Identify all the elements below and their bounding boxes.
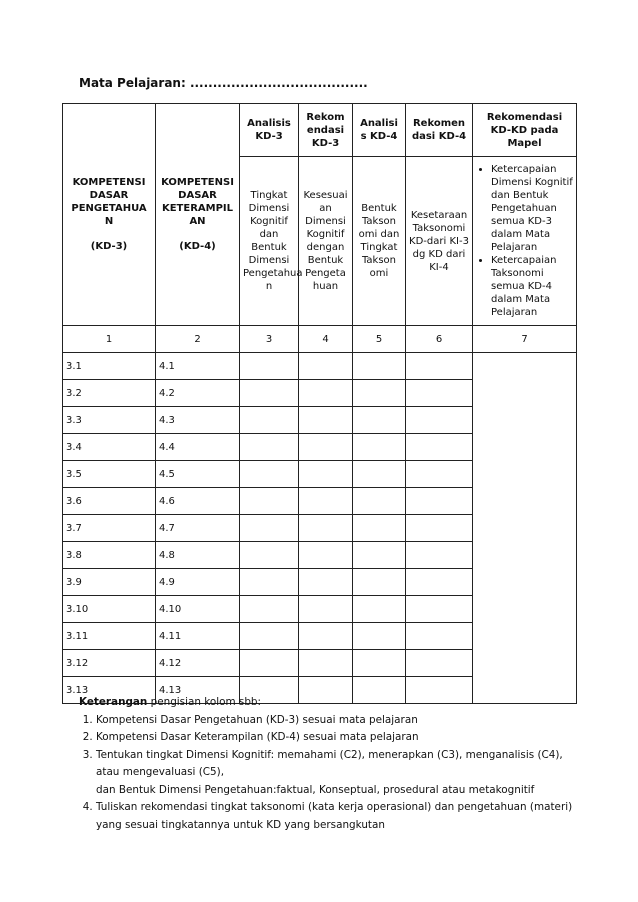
desc-kesesuaian: Kesesuai an Dimensi Kognitif dengan Bentuk Pengeta huan xyxy=(299,157,353,326)
column-number: 2 xyxy=(156,326,240,353)
empty-cell xyxy=(299,569,353,596)
desc-bentuk-taksonomi: Bentuk Takson omi dan Tingkat Takson omi xyxy=(353,157,406,326)
empty-cell xyxy=(406,542,473,569)
kd4-cell: 4.9 xyxy=(156,569,240,596)
desc-kesetaraan: Kesetaraan Taksonomi KD-dari KI-3 dg KD dari KI-4 xyxy=(406,157,473,326)
kd4-cell: 4.2 xyxy=(156,380,240,407)
empty-cell xyxy=(406,461,473,488)
empty-cell xyxy=(240,650,299,677)
note-item-1: 1. Kompetensi Dasar Pengetahuan (KD-3) sesuai mata pelajaran xyxy=(96,712,579,730)
note-item-4: 4. Tuliskan rekomendasi tingkat taksonomi (kata kerja operasional) dan pengetahuan (materi) yang sesuai tingkatannya untuk KD yang bersangkutan xyxy=(96,799,579,834)
kd4-cell: 4.12 xyxy=(156,650,240,677)
column-number: 4 xyxy=(299,326,353,353)
kd3-cell: 3.7 xyxy=(63,515,156,542)
kd4-cell: 4.10 xyxy=(156,596,240,623)
empty-cell xyxy=(353,353,406,380)
empty-cell xyxy=(240,488,299,515)
empty-cell xyxy=(353,461,406,488)
empty-cell xyxy=(353,650,406,677)
kd3-cell: 3.5 xyxy=(63,461,156,488)
note-item-2: 2. Kompetensi Dasar Keterampilan (KD-4) sesuai mata pelajaran xyxy=(96,729,579,747)
header-analisis-kd4: Analisi s KD-4 xyxy=(353,104,406,157)
subject-label: Mata Pelajaran: ....................................... xyxy=(79,76,368,90)
empty-cell xyxy=(406,596,473,623)
notes-title-rest: pengisian kolom sbb: xyxy=(147,696,262,708)
column-number: 6 xyxy=(406,326,473,353)
kd4-cell: 4.7 xyxy=(156,515,240,542)
desc-tingkat-dimensi: Tingkat Dimensi Kognitif dan Bentuk Dimensi Pengetahua n xyxy=(240,157,299,326)
notes-title xyxy=(79,694,579,712)
column-number-row xyxy=(63,326,577,353)
empty-cell xyxy=(240,569,299,596)
rekomendasi-merged-cell xyxy=(473,353,577,704)
kd4-cell: 4.1 xyxy=(156,353,240,380)
header-kd4-cell xyxy=(156,104,240,326)
empty-cell xyxy=(406,488,473,515)
empty-cell xyxy=(299,596,353,623)
empty-cell xyxy=(406,380,473,407)
kd3-cell: 3.11 xyxy=(63,623,156,650)
empty-cell xyxy=(240,596,299,623)
empty-cell xyxy=(299,623,353,650)
header-row-top xyxy=(63,104,577,157)
empty-cell xyxy=(353,569,406,596)
header-analisis-kd3: Analisis KD-3 xyxy=(240,104,299,157)
empty-cell xyxy=(353,380,406,407)
column-number: 1 xyxy=(63,326,156,353)
header-kd3-title: KOMPETENSI DASAR PENGETAHUA N xyxy=(71,177,147,227)
empty-cell xyxy=(299,650,353,677)
kd4-cell: 4.11 xyxy=(156,623,240,650)
empty-cell xyxy=(353,623,406,650)
kd4-cell: 4.13 xyxy=(156,677,240,704)
rekomendasi-bullet-2: • Ketercapaian Taksonomi semua KD-4 dalam Mata Pelajaran xyxy=(491,254,573,319)
empty-cell xyxy=(406,434,473,461)
kd3-cell: 3.8 xyxy=(63,542,156,569)
empty-cell xyxy=(406,515,473,542)
empty-cell xyxy=(406,407,473,434)
kd3-cell: 3.2 xyxy=(63,380,156,407)
kd3-cell: 3.4 xyxy=(63,434,156,461)
empty-cell xyxy=(353,596,406,623)
empty-cell xyxy=(299,434,353,461)
kd4-cell: 4.3 xyxy=(156,407,240,434)
empty-cell xyxy=(406,569,473,596)
header-rekomendasi-mapel: Rekomendasi KD-KD pada Mapel xyxy=(473,104,577,157)
notes-section xyxy=(79,694,579,834)
empty-cell xyxy=(353,407,406,434)
empty-cell xyxy=(299,407,353,434)
empty-cell xyxy=(240,434,299,461)
empty-cell xyxy=(240,353,299,380)
rekomendasi-bullet-1: • Ketercapaian Dimensi Kognitif dan Bentuk Pengetahuan semua KD-3 dalam Mata Pelajaran xyxy=(491,163,573,254)
kd3-cell: 3.3 xyxy=(63,407,156,434)
desc-rekomendasi-list-cell xyxy=(473,157,577,326)
empty-cell xyxy=(406,623,473,650)
note-item-3-cont: dan Bentuk Dimensi Pengetahuan:faktual, Konseptual, prosedural atau metakognitif xyxy=(96,783,535,796)
column-number: 5 xyxy=(353,326,406,353)
kd4-cell: 4.5 xyxy=(156,461,240,488)
column-number: 7 xyxy=(473,326,577,353)
empty-cell xyxy=(353,434,406,461)
empty-cell xyxy=(240,542,299,569)
empty-cell xyxy=(299,380,353,407)
empty-cell xyxy=(299,515,353,542)
empty-cell xyxy=(299,353,353,380)
notes-list xyxy=(79,712,579,835)
note-item-3 xyxy=(96,747,579,800)
header-kd3-sub: (KD-3) xyxy=(90,241,128,252)
header-kd4-sub: (KD-4) xyxy=(179,241,216,252)
empty-cell xyxy=(353,515,406,542)
header-rekomendasi-kd3: Rekom endasi KD-3 xyxy=(299,104,353,157)
header-rekomendasi-kd4: Rekomen dasi KD-4 xyxy=(406,104,473,157)
rekomendasi-bullet-list xyxy=(476,163,573,319)
kd4-cell: 4.6 xyxy=(156,488,240,515)
kd4-cell: 4.8 xyxy=(156,542,240,569)
empty-cell xyxy=(299,542,353,569)
empty-cell xyxy=(240,380,299,407)
empty-cell xyxy=(406,353,473,380)
empty-cell xyxy=(240,461,299,488)
empty-cell xyxy=(406,650,473,677)
empty-cell xyxy=(240,515,299,542)
empty-cell xyxy=(353,488,406,515)
empty-cell xyxy=(240,407,299,434)
kd3-cell: 3.1 xyxy=(63,353,156,380)
header-kd3-cell xyxy=(63,104,156,326)
kd3-cell: 3.9 xyxy=(63,569,156,596)
header-kd4-title: KOMPETENSI DASAR KETERAMPIL AN xyxy=(161,177,234,227)
empty-cell xyxy=(240,623,299,650)
empty-cell xyxy=(299,488,353,515)
kd3-cell: 3.12 xyxy=(63,650,156,677)
table-row xyxy=(63,353,577,380)
empty-cell xyxy=(353,542,406,569)
notes-title-bold: Keterangan xyxy=(79,696,148,708)
kd3-cell: 3.6 xyxy=(63,488,156,515)
kd3-cell: 3.10 xyxy=(63,596,156,623)
note-item-3-text: Tentukan tingkat Dimensi Kognitif: memahami (C2), menerapkan (C3), menganalisis (C4), atau mengevaluasi (C5), xyxy=(96,748,563,778)
empty-cell xyxy=(299,461,353,488)
column-number: 3 xyxy=(240,326,299,353)
kd4-cell: 4.4 xyxy=(156,434,240,461)
kd3-cell: 3.13 xyxy=(63,677,156,704)
kd-analysis-table xyxy=(62,103,577,704)
